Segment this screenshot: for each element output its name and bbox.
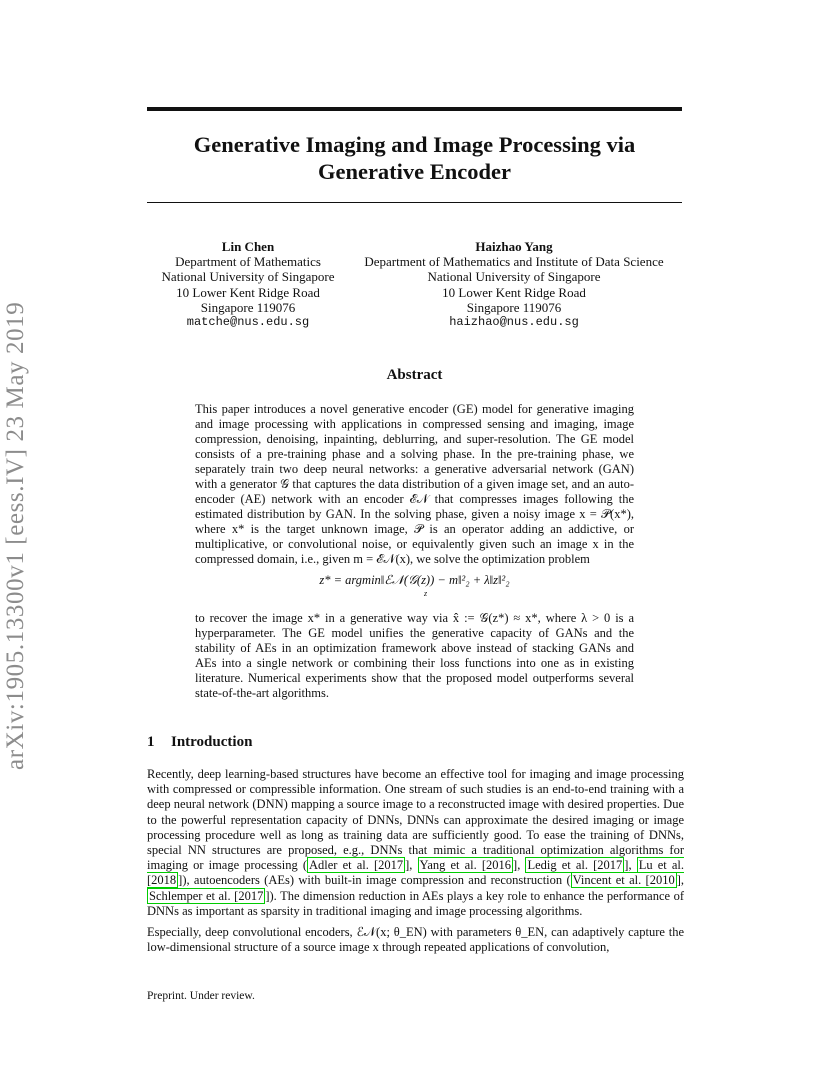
author-affiliation-line: Singapore 119076 <box>466 299 562 315</box>
citation-link[interactable]: Adler et al. [2017 <box>309 858 404 873</box>
author-affiliation-line: Singapore 119076 <box>200 299 296 315</box>
title-top-rule <box>147 107 682 111</box>
intro-paragraph-1: Recently, deep learning-based structures have become an effective tool for imaging and image processing with compressed or compressible information. One stream of such studies is an end-to-end training with a deep neural network (DNN) mapping a source image to a reconstructed image with desired properties. Due to the powerful representation capacity of DNNs, DNNs can approximate the desired imaging or image processing procedure well as long as training data are sufficiently good. To ease the training of DNNs, special NN structures are proposed, e.g., DNNs that mimic a traditional optimization algorithms for imaging or image processing ( Adler et al. [2017 ], Yang et al. [2016 ], Ledig et al. [2017 ], Lu et al. [2018 ]), autoencoders (AEs) with built-in image compression and reconstruction ( Vincent et al. [2010 ], Schlemper et al. [2017 ]). The dimension reduction in AEs plays a key role to enhance the performance of DNNs as important as sparsity in traditional imaging and image processing algorithms. <box>147 767 684 918</box>
author-name: Lin Chen <box>221 239 275 254</box>
abstract-heading: Abstract <box>386 367 443 383</box>
intro-text: ), autoencoders (AEs) with built-in image compression and reconstruction ( <box>182 873 571 888</box>
author-email[interactable]: haizhao@nus.edu.sg <box>449 315 579 330</box>
author-name: Haizhao Yang <box>475 239 553 254</box>
author-affiliation-line: National University of Singapore <box>161 269 335 285</box>
equation-text: z* = argmin‖ℰ𝒩(𝒢(z)) − m‖²₂ + λ‖z‖²₂ <box>319 573 510 587</box>
section-heading <box>147 734 252 751</box>
citation-link[interactable]: Lu et al. [2018 <box>147 858 684 888</box>
intro-text: ). The dimension reduction in AEs plays a key role to enhance the performance of DNNs as important as sparsity in traditional imaging and image processing algorithms. <box>147 888 684 918</box>
intro-text: Recently, deep learning-based structures have become an effective tool for imaging and image processing with compressed or compressible information. One stream of such studies is an end-to-end training with a deep neural network (DNN) mapping a source image to a reconstructed image with desired properties. Due to the powerful representation capacity of DNNs, DNNs can approximate the desired imaging or image processing procedure well as long as training data are sufficiently good. To ease the training of DNNs, special NN structures are proposed, e.g., DNNs that mimic a traditional optimization algorithms for imaging or image processing ( <box>147 767 684 873</box>
author-affiliation-line: National University of Singapore <box>427 269 601 285</box>
author-affiliation-line: Department of Mathematics and Institute of Data Science <box>364 254 664 270</box>
author-affiliation-line: 10 Lower Kent Ridge Road <box>176 284 320 300</box>
page-footer: Preprint. Under review. <box>147 990 255 1002</box>
introduction-body <box>147 767 684 961</box>
author-block-2 <box>356 239 672 330</box>
citation-link[interactable]: Vincent et al. [2010 <box>572 873 675 888</box>
paper-title <box>147 131 682 185</box>
abstract-body <box>195 402 634 701</box>
author-block-1 <box>148 239 348 330</box>
abstract-equation <box>195 573 634 601</box>
author-affiliation-line: Department of Mathematics <box>175 254 321 270</box>
arxiv-sidebar-stamp: arXiv:1905.13300v1 [eess.IV] 23 May 2019 <box>2 301 29 770</box>
section-title: Introduction <box>171 734 253 750</box>
author-affiliation-line: 10 Lower Kent Ridge Road <box>442 284 586 300</box>
citation-link[interactable]: Yang et al. [2016 <box>419 858 512 873</box>
intro-paragraph-2: Especially, deep convolutional encoders, ℰ𝒩(x; θ_EN) with parameters θ_EN, can adaptively capture the low-dimensional structure of a source image x through repeated applications of convolution, <box>147 925 684 955</box>
title-line-1: Generative Imaging and Image Processing via <box>193 132 636 157</box>
equation-subscript: z <box>423 589 428 598</box>
title-bottom-rule <box>147 202 682 203</box>
abstract-paragraph-1: This paper introduces a novel generative encoder (GE) model for generative imaging and image processing with applications in compressed sensing and imaging, image compression, denoising, inpainting, deblurring, and super-resolution. The GE model consists of a pre-training phase and a solving phase. In the pre-training phase, we separately train two deep neural networks: a generative adversarial network (GAN) with a generator 𝒢 that captures the data distribution of a given image set, and an auto-encoder (AE) network with an encoder ℰ𝒩 that compresses images following the estimated distribution by GAN. In the solving phase, given a noisy image x = 𝒫(x*), where x* is the target unknown image, 𝒫 is an operator adding an addictive, or multiplicative, or convolutional noise, or equivalently given such an image x in the compressed domain, i.e., given m = ℰ𝒩(x), we solve the optimization problem <box>195 402 634 566</box>
abstract-paragraph-2: to recover the image x* in a generative way via x̂ := 𝒢(z*) ≈ x*, where λ > 0 is a hyperparameter. The GE model unifies the generative capacity of GANs and the stability of AEs in an optimization framework above instead of stacking GANs and AEs into a single network or combining their loss functions into one as in existing literature. Numerical experiments show that the proposed model outperforms several state-of-the-art algorithms. <box>195 611 634 700</box>
title-line-2: Generative Encoder <box>317 159 512 184</box>
citation-link[interactable]: Ledig et al. [2017 <box>527 858 623 873</box>
author-email[interactable]: matche@nus.edu.sg <box>186 315 310 330</box>
citation-link[interactable]: Schlemper et al. [2017 <box>149 888 264 903</box>
section-number: 1 <box>147 734 155 750</box>
